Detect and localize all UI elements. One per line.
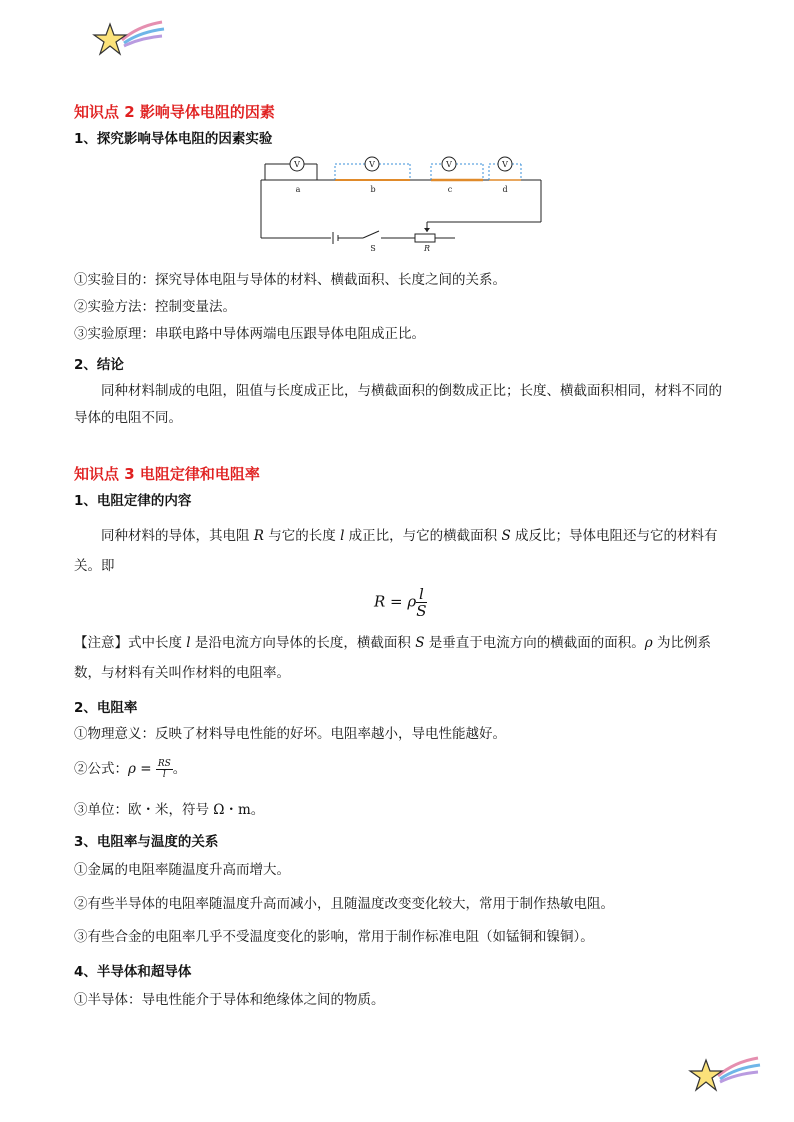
meter-c-label: V [446,160,452,169]
resistance-law-text: 同种材料的导体，其电阻 R 与它的长度 l 成正比，与它的横截面积 S 成反比；导体电阻还与它的材料有关。即 [74,528,718,574]
section3-sub1: 1、电阻定律的内容 [74,493,192,509]
temp-metal: ①金属的电阻率随温度升高而增大。 [74,862,290,878]
section2-sub1: 1、探究影响导体电阻的因素实验 [74,131,273,147]
section2-sub2: 2、结论 [74,357,124,373]
circuit-diagram [255,152,547,253]
semiconductor-def: ①半导体：导电性能介于导体和绝缘体之间的物质。 [74,992,385,1008]
resistor-label: R [423,244,431,253]
temp-semiconductor: ②有些半导体的电阻率随温度升高而减小，且随温度改变变化较大，常用于制作热敏电阻。 [74,896,614,912]
wire-label-d: d [502,185,508,194]
resistivity-meaning: ①物理意义：反映了材料导电性能的好坏。电阻率越小，导电性能越好。 [74,726,506,742]
star-decoration-top [88,14,168,60]
resistance-formula: R = ρ $\frac{l}{S}$ [374,585,427,620]
wire-label-c: c [447,185,453,194]
section3-sub4: 4、半导体和超导体 [74,964,192,980]
section2-title: 知识点 2 影响导体电阻的因素 [74,103,275,121]
star-decoration-bottom [684,1050,764,1096]
resistivity-formula: ②公式：ρ = $\frac{RS}{l}$ 。 [74,759,187,780]
temp-alloy: ③有些合金的电阻率几乎不受温度变化的影响，常用于制作标准电阻（如锰铜和镍铜）。 [74,929,594,945]
section3-sub3: 3、电阻率与温度的关系 [74,834,219,850]
wire-label-b: b [370,185,376,194]
resistivity-unit: ③单位：欧・米，符号 Ω・m。 [74,802,265,818]
experiment-principle: ③实验原理：串联电路中导体两端电压跟导体电阻成正比。 [74,326,425,342]
meter-a-label: V [294,160,300,169]
experiment-purpose: ①实验目的：探究导体电阻与导体的材料、横截面积、长度之间的关系。 [74,272,506,288]
meter-b-label: V [369,160,375,169]
section3-sub2: 2、电阻率 [74,700,138,716]
wire-label-a: a [295,185,301,194]
section3-title: 知识点 3 电阻定律和电阻率 [74,465,260,483]
meter-d-label: V [502,160,508,169]
note-text: 【注意】式中长度 l 是沿电流方向导体的长度，横截面积 S 是垂直于电流方向的横截面的面积。ρ 为比例系数，与材料有关叫作材料的电阻率。 [74,635,711,681]
experiment-method: ②实验方法：控制变量法。 [74,299,236,315]
switch-label: S [370,244,376,253]
conclusion-text: 同种材料制成的电阻，阻值与长度成正比，与横截面积的倒数成正比；长度、横截面积相同，材料不同的导体的电阻不同。 [74,383,722,426]
